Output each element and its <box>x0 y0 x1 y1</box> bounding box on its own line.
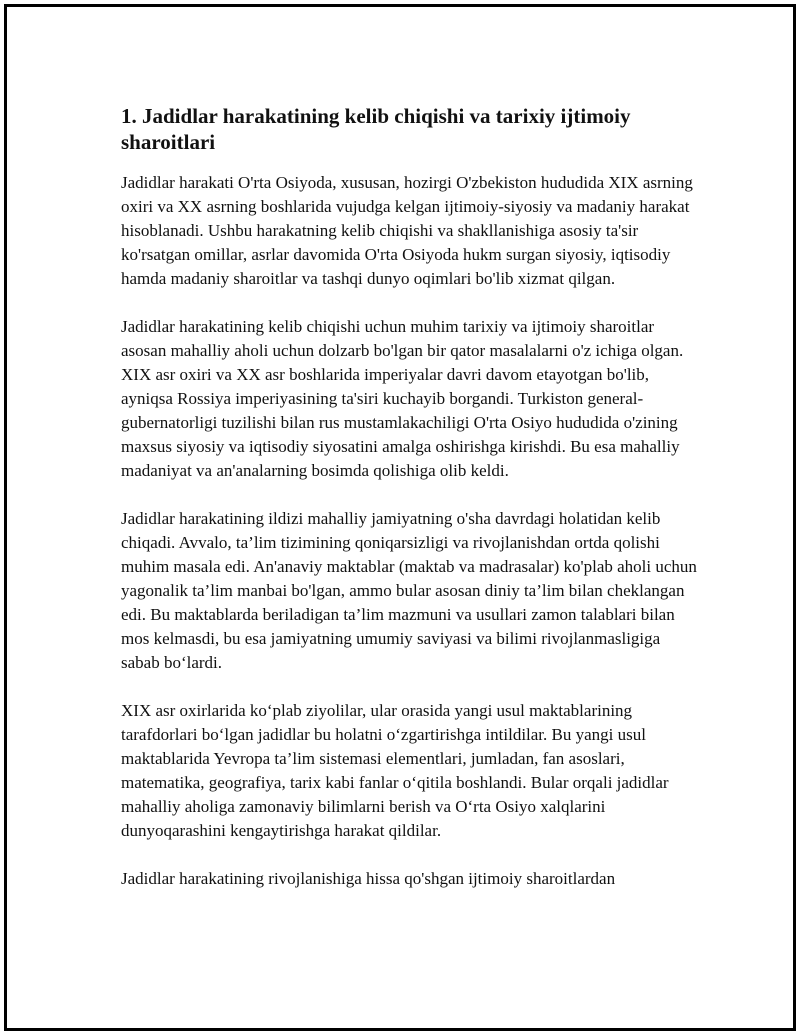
section-heading: 1. Jadidlar harakatining kelib chiqishi va tarixiy ijtimoiy sharoitlari <box>121 104 631 154</box>
paragraph-4: XIX asr oxirlarida ko‘plab ziyolilar, ular orasida yangi usul maktablarining tarafdorlari bo‘lgan jadidlar bu holatni o‘zgartirishga intildilar. Bu yangi usul maktablarida Yevropa ta’lim sistemasi elementlari, jumladan, fan asoslari, matematika, geografiya, tarix kabi fanlar o‘qitila boshlandi. Bular orqali jadidlar mahalliy aholiga zamonaviy bilimlarni berish va O‘rta Osiyo xalqlarini dunyoqarashini kengaytirishga harakat qildilar. <box>121 701 669 840</box>
paragraph-2: Jadidlar harakatining kelib chiqishi uchun muhim tarixiy va ijtimoiy sharoitlar asosan mahalliy aholi uchun dolzarb bo'lgan bir qator masalalarni o'z ichiga olgan. XIX asr oxiri va XX asr boshlarida imperiyalar davri davom etayotgan bo'lib, ayniqsa Rossiya imperiyasining ta'siri kuchayib borgandi. Turkiston general-gubernatorligi tuzilishi bilan rus mustamlakachiligi O'rta Osiyo hududida o'zining maxsus siyosiy va iqtisodiy siyosatini amalga oshirishga kirishdi. Bu esa mahalliy madaniyat va an'analarning bosimda qolishiga olib keldi. <box>121 317 684 480</box>
paragraph-3: Jadidlar harakatining ildizi mahalliy jamiyatning o'sha davrdagi holatidan kelib chiqadi. Avvalo, ta’lim tizimining qoniqarsizligi va rivojlanishdan ortda qolishi muhim masala edi. An'anaviy maktablar (maktab va madrasalar) ko'plab aholi uchun yagonalik ta’lim manbai bo'lgan, ammo bular asosan diniy ta’lim bilan cheklangan edi. Bu maktablarda beriladigan ta’lim mazmuni va usullari zamon talablari bilan mos kelmasdi, bu esa jamiyatning umumiy saviyasi va bilimi rivojlanmasligiga sabab bo‘lardi. <box>121 509 697 672</box>
paragraph-1: Jadidlar harakati O'rta Osiyoda, xususan, hozirgi O'zbekiston hududida XIX asrning oxiri va XX asrning boshlarida vujudga kelgan ijtimoiy-siyosiy va madaniy harakat hisoblanadi. Ushbu harakatning kelib chiqishi va shakllanishiga asosiy ta'sir ko'rsatgan omillar, asrlar davomida O'rta Osiyoda hukm surgan siyosiy, iqtisodiy hamda madaniy sharoitlar va tashqi dunyo oqimlari bo'lib xizmat qilgan. <box>121 173 693 288</box>
page-frame <box>4 4 796 1031</box>
document-body <box>121 103 701 915</box>
paragraph-5: Jadidlar harakatining rivojlanishiga hissa qo'shgan ijtimoiy sharoitlardan <box>121 869 616 888</box>
